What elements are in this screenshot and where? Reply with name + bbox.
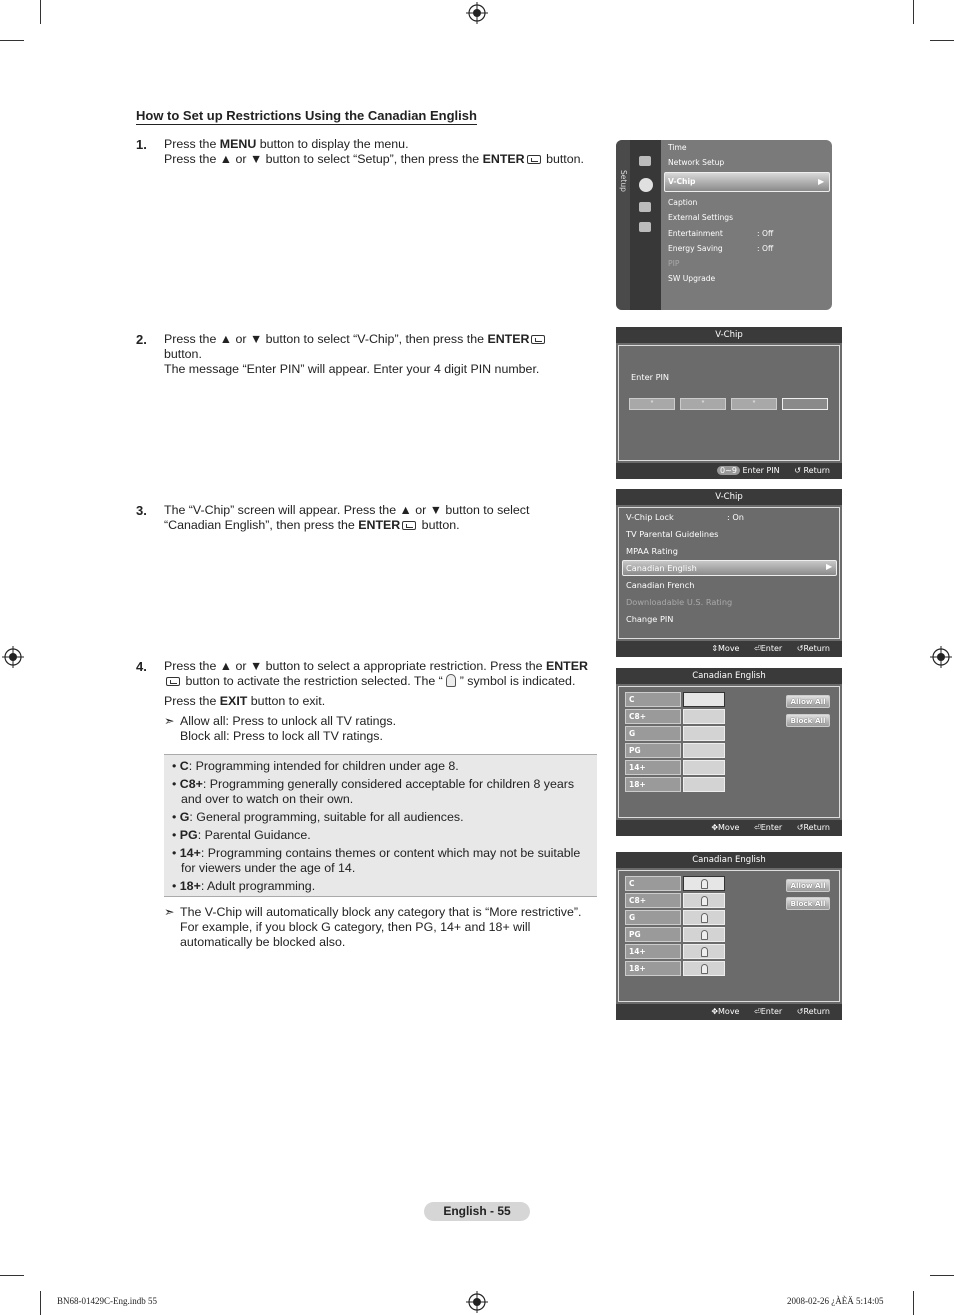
step-1-text: Press the MENU button to display the menu. Press the ▲ or ▼ button to select “Setup”, then press the ENTER button. bbox=[164, 137, 584, 166]
rating-label: C8+ bbox=[625, 893, 681, 908]
rating-lock-toggle[interactable] bbox=[683, 944, 725, 959]
menu-item-mpaa-rating[interactable]: MPAA Rating bbox=[626, 546, 678, 556]
rating-description: • 18+: Adult programming. bbox=[172, 879, 316, 893]
application-icon bbox=[639, 222, 651, 232]
rating-label: C bbox=[625, 876, 681, 891]
rating-lock-toggle[interactable] bbox=[683, 743, 725, 758]
note-auto-block: ➣ The V-Chip will automatically block any category that is “More restrictive”. For example, if you block G category, then PG, 14+ and 18+ will automatically be blocked also. bbox=[164, 905, 582, 949]
screen-title: V-Chip bbox=[616, 327, 842, 343]
lock-icon bbox=[701, 896, 708, 906]
rating-label: C8+ bbox=[625, 709, 681, 724]
enter-icon: ⏎ bbox=[754, 644, 761, 653]
rating-lock-toggle[interactable] bbox=[683, 777, 725, 792]
screen-title: Canadian English bbox=[616, 668, 842, 684]
move-icon: ✥ bbox=[711, 823, 719, 832]
rating-label: G bbox=[625, 910, 681, 925]
section-heading: How to Set up Restrictions Using the Canadian English bbox=[136, 108, 477, 123]
screen-footer: 0~9 Enter PIN ↺ Return bbox=[616, 463, 842, 479]
rating-label: 18+ bbox=[625, 961, 681, 976]
pin-digit-box[interactable]: * bbox=[680, 398, 726, 410]
menu-item-canadian-english[interactable]: Canadian English bbox=[626, 563, 697, 573]
enter-icon bbox=[527, 155, 541, 164]
energy-saving-value: : Off bbox=[757, 244, 774, 253]
menu-item-canadian-french[interactable]: Canadian French bbox=[626, 580, 695, 590]
enter-icon bbox=[402, 521, 416, 530]
crop-mark bbox=[913, 0, 914, 24]
move-icon: ⇕ bbox=[711, 644, 719, 653]
arrow-right-icon: ▶ bbox=[818, 177, 825, 186]
return-icon: ↺ bbox=[796, 823, 804, 832]
rating-label: C bbox=[625, 692, 681, 707]
return-icon: ↺ bbox=[796, 644, 804, 653]
arrow-right-icon: ▶ bbox=[826, 562, 833, 571]
pin-digit-box[interactable] bbox=[782, 398, 828, 410]
block-all-button[interactable]: Block All bbox=[786, 897, 830, 910]
rating-lock-toggle[interactable] bbox=[683, 927, 725, 942]
return-icon: ↺ bbox=[796, 1007, 804, 1016]
rating-description: • G: General programming, suitable for all audiences. bbox=[172, 810, 464, 824]
print-slug-file: BN68-01429C-Eng.indb 55 bbox=[57, 1296, 157, 1306]
menu-item-sw-upgrade[interactable]: SW Upgrade bbox=[668, 274, 716, 283]
v-chip-lock-value: : On bbox=[727, 512, 744, 522]
menu-item-v-chip[interactable]: V-Chip bbox=[668, 177, 696, 186]
rating-lock-toggle[interactable] bbox=[683, 893, 725, 908]
setup-side-label: Setup bbox=[619, 170, 628, 192]
rating-lock-toggle[interactable] bbox=[683, 709, 725, 724]
step-4-text: Press the ▲ or ▼ button to select a appropriate restriction. Press the ENTER button to activate the restriction selected. The “ ” symbol is indicated. Press the EXIT button to exit. bbox=[164, 659, 588, 708]
menu-item-v-chip-lock[interactable]: V-Chip Lock bbox=[626, 512, 674, 522]
rating-lock-toggle[interactable] bbox=[683, 910, 725, 925]
note-arrow-icon: ➣ bbox=[164, 905, 175, 919]
screen-footer: ✥Move ⏎Enter ↺Return bbox=[616, 1004, 842, 1020]
menu-item-time[interactable]: Time bbox=[668, 143, 687, 152]
rating-lock-toggle[interactable] bbox=[683, 961, 725, 976]
picture-icon bbox=[639, 156, 651, 166]
pin-digit-box[interactable]: * bbox=[731, 398, 777, 410]
registration-mark-icon bbox=[466, 1291, 488, 1313]
step-number: 3. bbox=[136, 503, 147, 518]
rating-lock-toggle[interactable] bbox=[683, 726, 725, 741]
pin-digit-box[interactable]: * bbox=[629, 398, 675, 410]
rating-lock-toggle[interactable] bbox=[683, 692, 725, 707]
crop-mark bbox=[40, 0, 41, 24]
note-allow-block: ➣ Allow all: Press to unlock all TV ratings. Block all: Press to lock all TV ratings. bbox=[164, 714, 397, 743]
step-number: 2. bbox=[136, 332, 147, 347]
enter-icon: ⏎ bbox=[754, 823, 761, 832]
rating-label: 14+ bbox=[625, 760, 681, 775]
screen-footer: ✥Move ⏎Enter ↺Return bbox=[616, 820, 842, 836]
enter-icon: ⏎ bbox=[754, 1007, 761, 1016]
rating-description: • 14+: Programming contains themes or content which may not be suitable for viewers under the age of 14. bbox=[172, 846, 581, 875]
rating-label: PG bbox=[625, 743, 681, 758]
step-2-text: Press the ▲ or ▼ button to select “V-Chip”, then press the ENTER button. The message “Enter PIN” will appear. Enter your 4 digit PIN number. bbox=[164, 332, 547, 377]
menu-item-change-pin[interactable]: Change PIN bbox=[626, 614, 674, 624]
enter-pin-prompt: Enter PIN bbox=[631, 372, 670, 382]
registration-mark-icon bbox=[466, 2, 488, 24]
canadian-english-screen-locked bbox=[616, 852, 842, 1020]
menu-item-tv-parental-guidelines[interactable]: TV Parental Guidelines bbox=[626, 529, 719, 539]
menu-item-external-settings[interactable]: External Settings bbox=[668, 213, 734, 222]
step-number: 1. bbox=[136, 137, 147, 152]
menu-item-energy-saving[interactable]: Energy Saving bbox=[668, 244, 723, 253]
input-icon bbox=[639, 202, 651, 212]
print-slug-date: 2008-02-26 ¿ÀÈÄ 5:14:05 bbox=[787, 1296, 884, 1306]
enter-icon bbox=[166, 677, 180, 686]
block-all-button[interactable]: Block All bbox=[786, 714, 830, 727]
setup-menu-screen bbox=[616, 140, 832, 310]
screen-title: Canadian English bbox=[616, 852, 842, 868]
crop-mark bbox=[913, 1291, 914, 1315]
allow-all-button[interactable]: Allow All bbox=[786, 695, 830, 708]
number-key-icon: 0~9 bbox=[717, 466, 740, 475]
rating-lock-toggle[interactable] bbox=[683, 876, 725, 891]
menu-item-caption[interactable]: Caption bbox=[668, 198, 698, 207]
rating-description: • PG: Parental Guidance. bbox=[172, 828, 311, 842]
screen-footer: ⇕Move ⏎Enter ↺Return bbox=[616, 641, 842, 657]
enter-icon bbox=[531, 335, 545, 344]
lock-icon bbox=[446, 674, 456, 687]
note-arrow-icon: ➣ bbox=[164, 714, 175, 728]
setup-gear-icon bbox=[639, 178, 653, 192]
rating-label: 14+ bbox=[625, 944, 681, 959]
crop-mark bbox=[930, 40, 954, 41]
menu-item-pip: PIP bbox=[668, 259, 680, 268]
lock-icon bbox=[701, 879, 708, 889]
rating-label: PG bbox=[625, 927, 681, 942]
ratings-info-box bbox=[164, 754, 597, 897]
page-number: English - 55 bbox=[424, 1202, 530, 1221]
rating-label: 18+ bbox=[625, 777, 681, 792]
move-icon: ✥ bbox=[711, 1007, 719, 1016]
menu-item-entertainment[interactable]: Entertainment bbox=[668, 229, 723, 238]
crop-mark bbox=[0, 1275, 24, 1276]
rating-lock-toggle[interactable] bbox=[683, 760, 725, 775]
step-number: 4. bbox=[136, 659, 147, 674]
canadian-english-screen-unlocked bbox=[616, 668, 842, 836]
menu-item-downloadable-us-rating: Downloadable U.S. Rating bbox=[626, 597, 733, 607]
rating-description: • C: Programming intended for children under age 8. bbox=[172, 759, 459, 773]
lock-icon bbox=[701, 913, 708, 923]
lock-icon bbox=[701, 947, 708, 957]
registration-mark-icon bbox=[2, 646, 24, 668]
rating-label: G bbox=[625, 726, 681, 741]
crop-mark bbox=[40, 1291, 41, 1315]
crop-mark bbox=[930, 1275, 954, 1276]
menu-item-network-setup[interactable]: Network Setup bbox=[668, 158, 725, 167]
allow-all-button[interactable]: Allow All bbox=[786, 879, 830, 892]
step-3-text: The “V-Chip” screen will appear. Press the ▲ or ▼ button to select “Canadian English”, then press the ENTER button. bbox=[164, 503, 530, 532]
screen-title: V-Chip bbox=[616, 489, 842, 505]
crop-mark bbox=[0, 40, 24, 41]
registration-mark-icon bbox=[930, 646, 952, 668]
return-icon: ↺ bbox=[794, 466, 801, 475]
lock-icon bbox=[701, 964, 708, 974]
lock-icon bbox=[701, 930, 708, 940]
entertainment-value: : Off bbox=[757, 229, 774, 238]
rating-description: • C8+: Programming generally considered acceptable for children 8 years and over to watch on their own. bbox=[172, 777, 575, 806]
